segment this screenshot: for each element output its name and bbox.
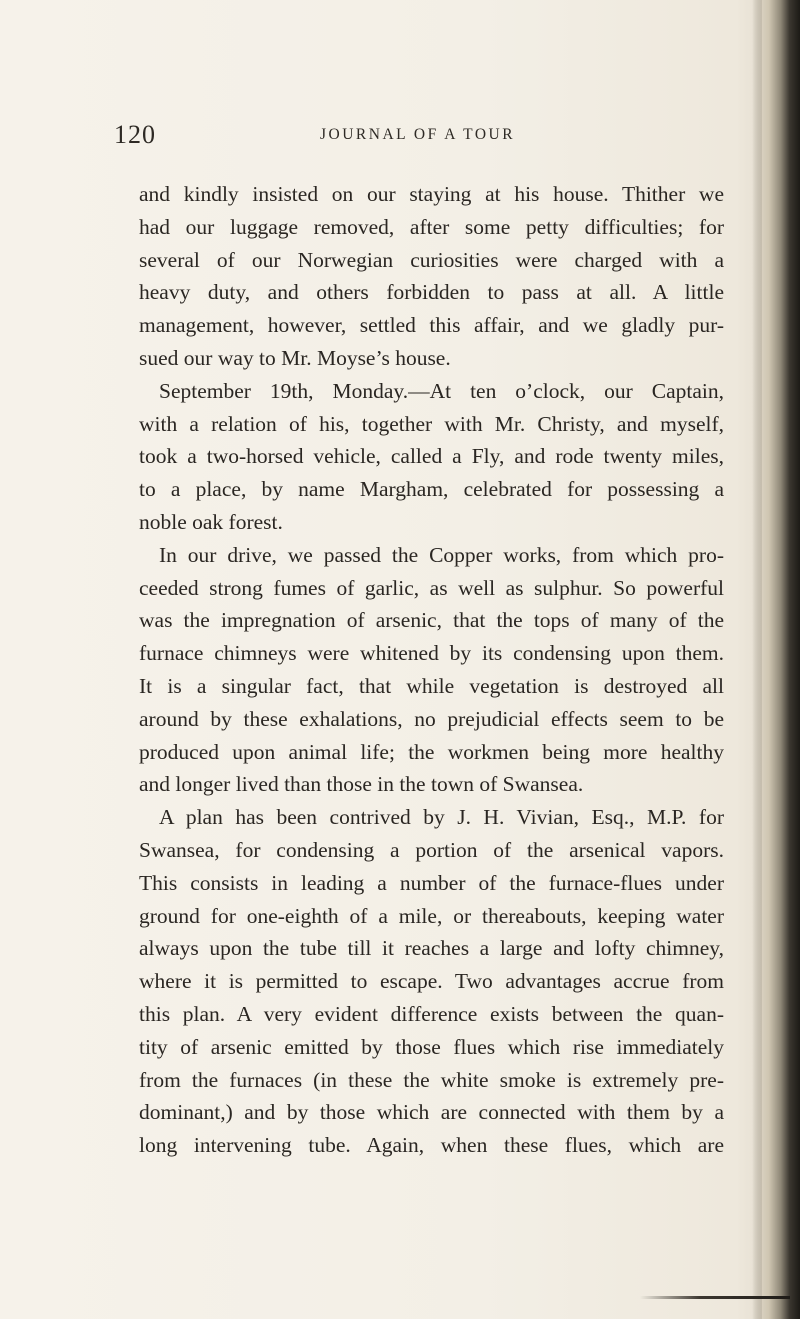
text-line: to a place, by name Margham, celebrated for possessing a [139, 477, 724, 502]
text-line: took a two-horsed vehicle, called a Fly, and rode twenty miles, [139, 444, 724, 469]
text-line: A plan has been contrived by J. H. Vivian, Esq., M.P. for [159, 805, 724, 830]
text-line: management, however, settled this affair, and we gladly pur- [139, 313, 724, 338]
text-line: and longer lived than those in the town of Swansea. [139, 772, 584, 797]
text-line: and kindly insisted on our staying at his house. Thither we [139, 182, 724, 206]
text-line: ground for one-eighth of a mile, or thereabouts, keeping water [139, 903, 724, 928]
text-line: long intervening tube. Again, when these flues, which are [139, 1133, 724, 1158]
text-line: ceeded strong fumes of garlic, as well as sulphur. So powerful [139, 575, 724, 600]
text-line: around by these exhalations, no prejudicial effects seem to be [139, 706, 724, 731]
page-header [0, 108, 800, 148]
text-line: was the impregnation of arsenic, that the tops of many of the [139, 608, 724, 633]
text-line: furnace chimneys were whitened by its condensing upon them. [139, 641, 724, 666]
body-text [139, 178, 724, 1162]
page-edge-shadow [640, 1296, 790, 1299]
page-number: 120 [114, 120, 156, 149]
text-line: Swansea, for condensing a portion of the arsenical vapors. [139, 837, 724, 862]
text-line: noble oak forest. [139, 509, 283, 534]
text-line: It is a singular fact, that while vegetation is destroyed all [139, 673, 724, 698]
text-line: from the furnaces (in these the white smoke is extremely pre- [139, 1067, 724, 1092]
running-head: JOURNAL OF A TOUR [320, 126, 516, 143]
text-line: September 19th, Monday.—At ten o’clock, our Captain, [159, 378, 724, 403]
text-line: with a relation of his, together with Mr. Christy, and myself, [139, 411, 724, 436]
text-line: tity of arsenic emitted by those flues which rise immediately [139, 1034, 724, 1059]
text-line: sued our way to Mr. Moyse’s house. [139, 345, 451, 370]
text-line: produced upon animal life; the workmen being more healthy [139, 739, 724, 764]
text-line: heavy duty, and others forbidden to pass at all. A little [139, 280, 724, 305]
text-line: In our drive, we passed the Copper works, from which pro- [159, 542, 724, 567]
book-spine-edge [752, 0, 800, 1319]
text-line: several of our Norwegian curiosities were charged with a [139, 247, 724, 272]
text-line: This consists in leading a number of the furnace-flues under [139, 870, 724, 895]
text-line: dominant,) and by those which are connected with them by a [139, 1100, 724, 1125]
text-line: where it is permitted to escape. Two advantages accrue from [139, 969, 724, 994]
text-line: had our luggage removed, after some petty difficulties; for [139, 214, 724, 239]
text-line: this plan. A very evident difference exists between the quan- [139, 1001, 724, 1026]
text-line: always upon the tube till it reaches a large and lofty chimney, [139, 936, 724, 961]
